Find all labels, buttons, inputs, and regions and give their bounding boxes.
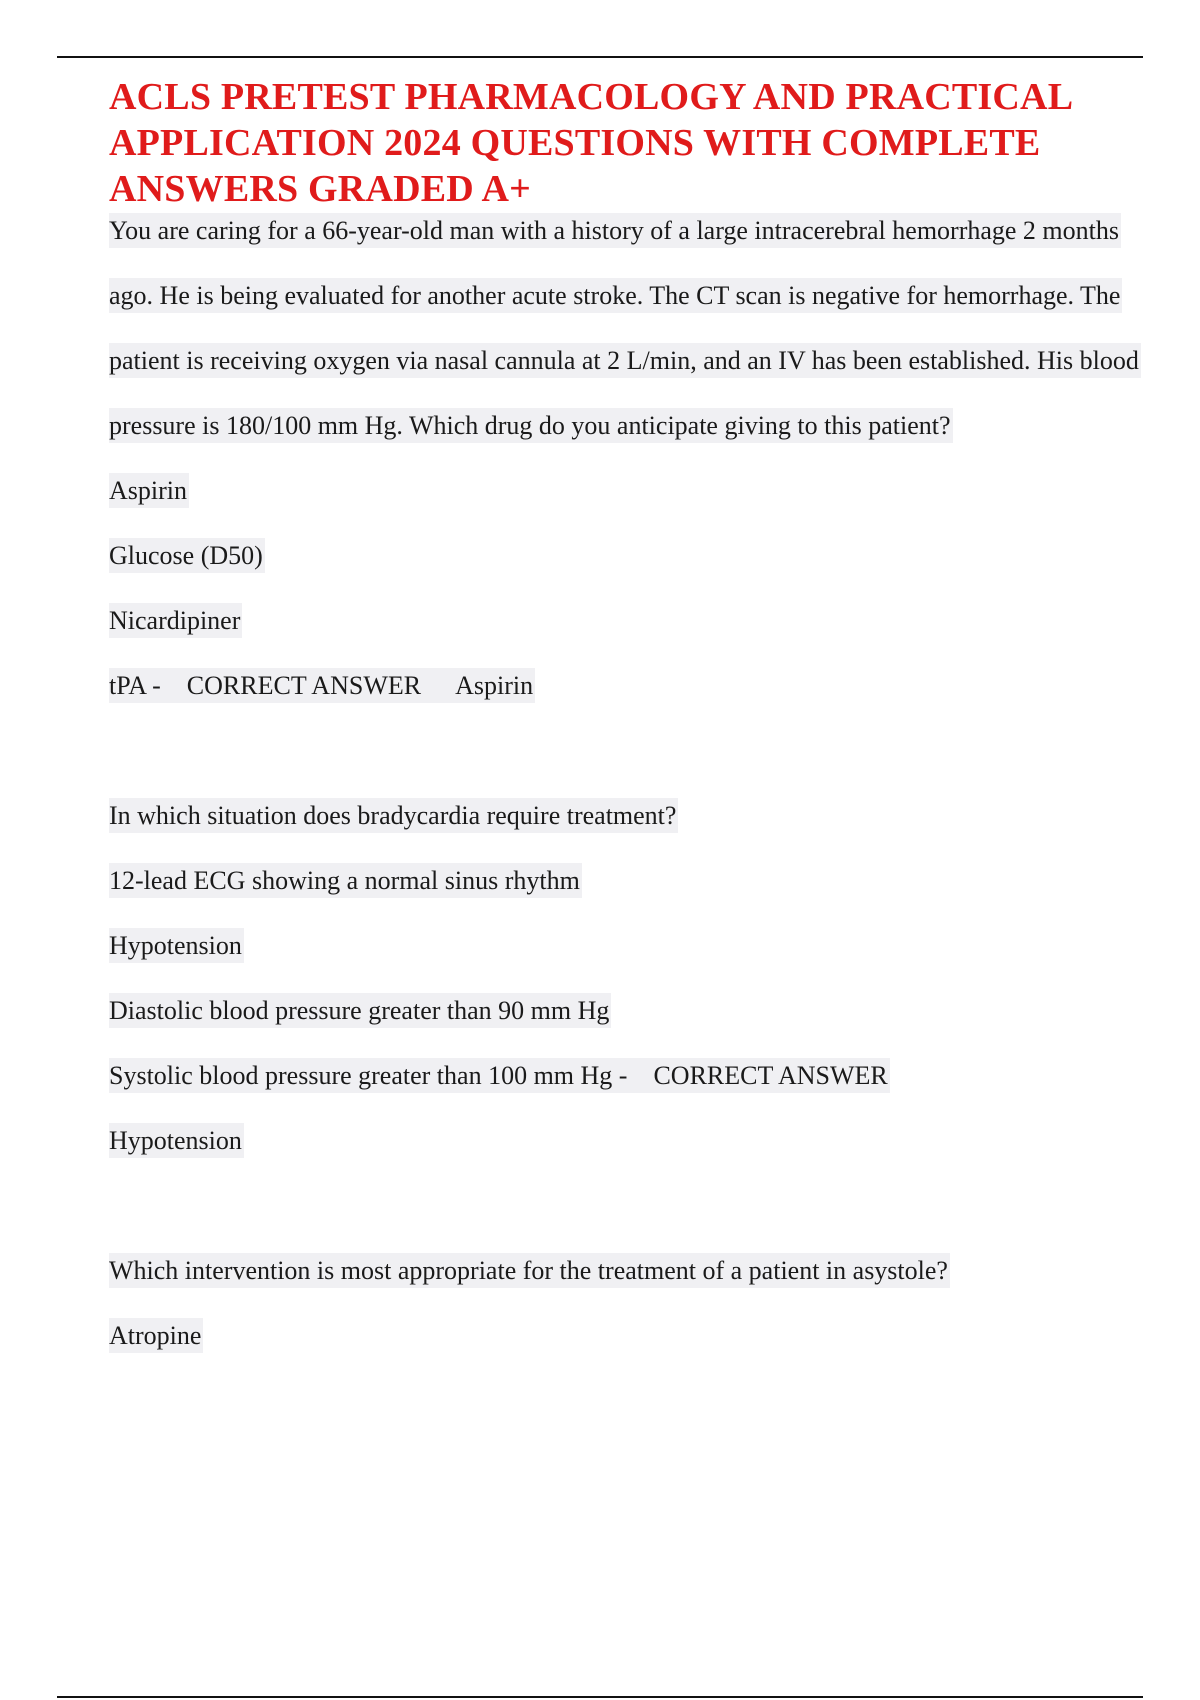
top-rule — [57, 56, 1143, 58]
question-text-content: You are caring for a 66-year-old man with a history of a large intracerebral hemorrhage 2 months ago. He is being evaluated for another acute stroke. The CT scan is negative for hemorrhage. The patient is receiving oxygen via nasal cannula at 2 L/min, and an IV has been established. His blood pressure is 180/100 mm Hg. Which drug do you anticipate giving to this patient? — [109, 213, 1141, 443]
answer-option: Aspirin — [109, 458, 1139, 523]
document-title: ACLS PRETEST PHARMACOLOGY AND PRACTICAL APPLICATION 2024 QUESTIONS WITH COMPLETE ANSWERS GRADED A+ — [109, 76, 1072, 210]
answer-option: 12-lead ECG showing a normal sinus rhythm — [109, 848, 1139, 913]
correct-answer-value: Hypotension — [109, 1108, 1139, 1173]
answer-option: Nicardipiner — [109, 588, 1139, 653]
spacer — [109, 718, 1139, 783]
option-text: Systolic blood pressure greater than 100 mm Hg - — [109, 1061, 628, 1090]
correct-answer-label: CORRECT ANSWER — [186, 671, 422, 700]
question-text: Which intervention is most appropriate for the treatment of a patient in asystole? — [109, 1238, 1139, 1303]
option-text: tPA - — [109, 671, 161, 700]
question-text — [109, 198, 1139, 458]
correct-answer-value: Aspirin — [455, 671, 534, 700]
spacer — [109, 1173, 1139, 1238]
correct-answer-label: CORRECT ANSWER — [653, 1061, 888, 1090]
question-text: In which situation does bradycardia require treatment? — [109, 783, 1139, 848]
answer-option: Glucose (D50) — [109, 523, 1139, 588]
bottom-rule — [57, 1696, 1143, 1698]
question-block-2 — [109, 783, 1139, 1173]
answer-option-with-correct-answer — [109, 653, 1139, 718]
answer-option: Diastolic blood pressure greater than 90 mm Hg — [109, 978, 1139, 1043]
answer-option: Hypotension — [109, 913, 1139, 978]
answer-option-with-correct-answer — [109, 1043, 1139, 1108]
question-block-3 — [109, 1238, 1139, 1368]
question-block-1 — [109, 198, 1139, 718]
answer-option: Atropine — [109, 1303, 1139, 1368]
document-content — [109, 74, 1139, 1368]
